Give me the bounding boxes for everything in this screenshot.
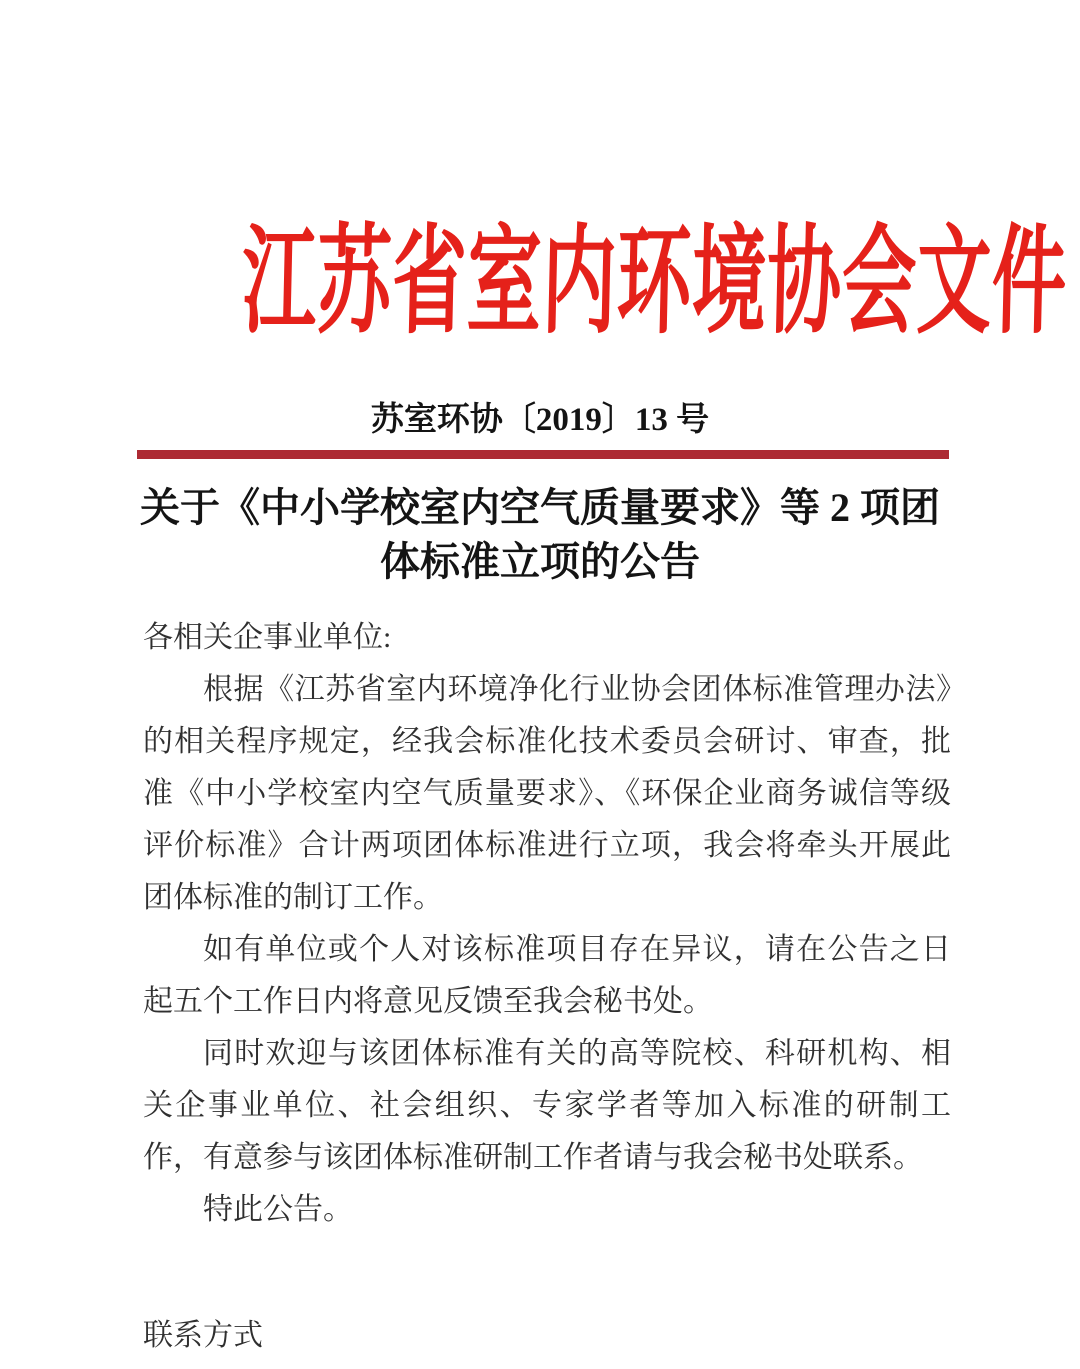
paragraph-1: 根据《江苏省室内环境净化行业协会团体标准管理办法》的相关程序规定，经我会标准化技术委员会研讨、审查，批准《中小学校室内空气质量要求》、《环保企业商务诚信等级评价标准》合计两项团体标准进行立项，我会将牵头开展此团体标准的制订工作。 xyxy=(143,673,951,914)
doc-number: 苏室环协〔2019〕13 号 xyxy=(370,402,710,438)
salutation: 各相关企事业单位: xyxy=(143,621,392,654)
masthead xyxy=(0,212,1080,352)
paragraph-2: 如有单位或个人对该标准项目存在异议，请在公告之日起五个工作日内将意见反馈至我会秘书处。 xyxy=(143,933,951,1018)
masthead-title: 江苏省室内环境协会文件 xyxy=(240,216,1069,348)
doc-body xyxy=(143,612,951,1236)
doc-title-line2: 体标准立项的公告 xyxy=(380,539,700,584)
paragraph-3: 同时欢迎与该团体标准有关的高等院校、科研机构、相关企事业单位、社会组织、专家学者等加入标准的研制工作，有意参与该团体标准研制工作者请与我会秘书处联系。 xyxy=(143,1037,951,1174)
contact-label: 联系方式 xyxy=(143,1319,263,1352)
doc-title-line1: 关于《中小学校室内空气质量要求》等 2 项团 xyxy=(140,485,940,530)
closing-statement: 特此公告。 xyxy=(203,1193,353,1226)
red-divider-line xyxy=(137,450,949,459)
doc-title xyxy=(0,481,1080,589)
